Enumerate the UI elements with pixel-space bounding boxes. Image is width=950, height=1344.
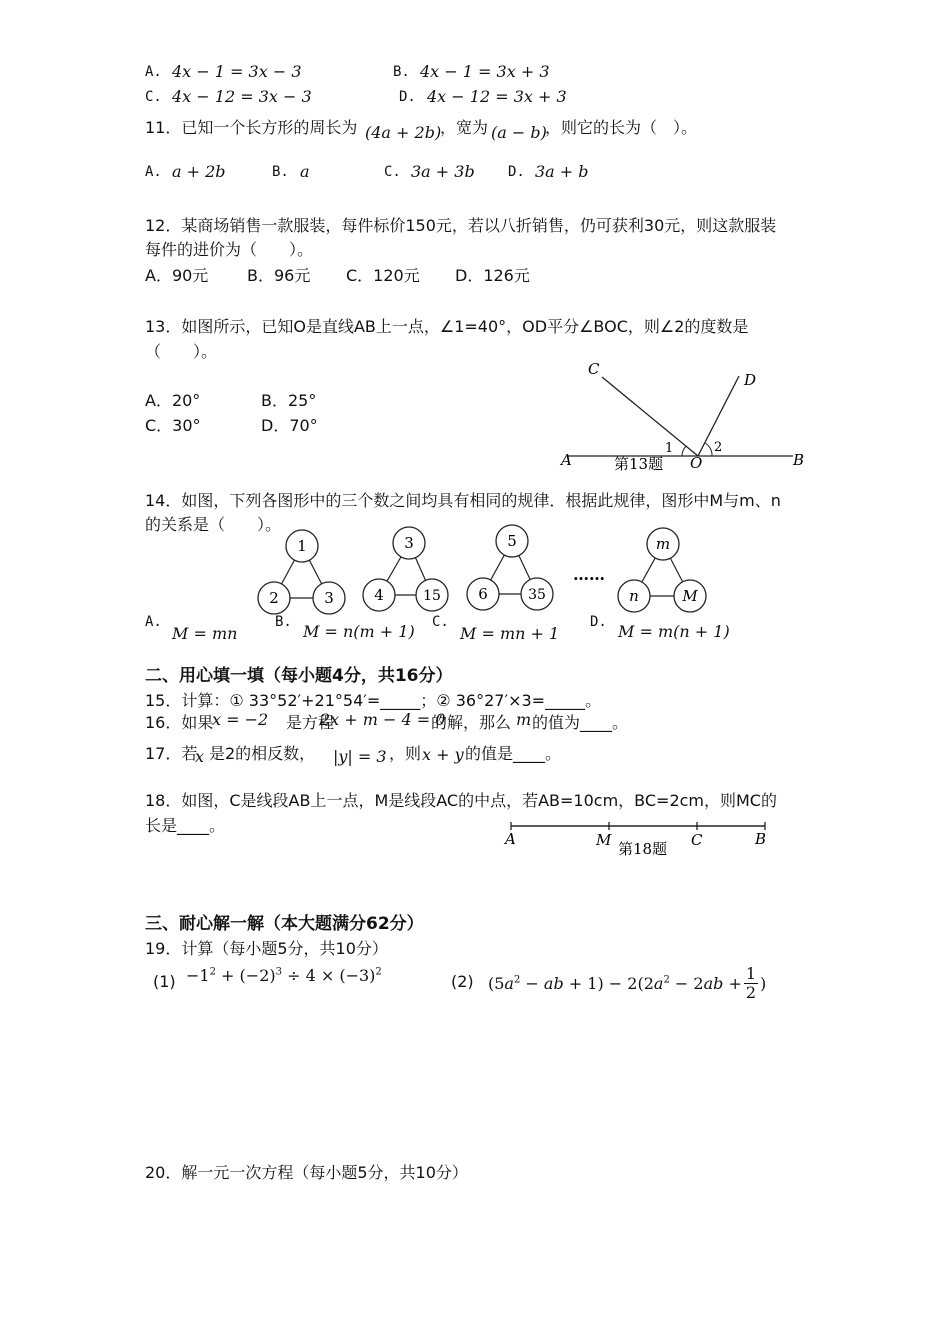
q14-option-d: M = m(n + 1) xyxy=(618,622,730,641)
q17-question-p3: ，则 xyxy=(389,744,422,763)
q13-question-line2: （ ）。 xyxy=(145,342,218,361)
ellipsis-dots: …… xyxy=(573,565,605,584)
q11-option-d: 3a + b xyxy=(535,162,589,181)
q16-math-x: x = −2 xyxy=(212,710,269,729)
q10-option-a: 4x − 1 = 3x − 3 xyxy=(172,62,302,81)
q11-option-a-label: A. xyxy=(145,164,162,180)
triangle-2-top: 3 xyxy=(404,534,414,552)
q12-option-d: D．126元 xyxy=(455,266,530,285)
q13-angle-figure xyxy=(555,355,815,475)
point-o-label: O xyxy=(690,454,703,472)
q18-segment-figure xyxy=(500,815,780,863)
triangle-1-top: 1 xyxy=(297,537,307,555)
q18-question-line2: 长是____。 xyxy=(145,816,226,835)
triangle-3-right: 35 xyxy=(528,587,546,603)
q16-question-p2: 是方程 xyxy=(286,713,335,732)
angle-1-label: 1 xyxy=(665,441,674,456)
angle-2-label: 2 xyxy=(714,440,723,455)
triangle-figure-1 xyxy=(258,530,345,614)
point-a-label: A xyxy=(561,451,572,469)
q19-part2-expression: ($5a^2$ − ab + $1) - 2(2a^2 - 2ab$ + $\frac{1}{2}$ ) xyxy=(488,963,767,1002)
q13-option-d: D．70° xyxy=(261,416,318,435)
section-2-title: 二、用心填一填（每小题4分，共16分） xyxy=(145,666,453,686)
q16-question-p3: 的解，那么 xyxy=(431,713,512,732)
q16-math-m: m xyxy=(516,710,532,729)
section-3-title: 三、耐心解一解（本大题满分62分） xyxy=(145,914,424,934)
q17-math-sum: x + y xyxy=(422,745,464,764)
q12-option-c: C．120元 xyxy=(346,266,420,285)
triangle-figure-2 xyxy=(363,527,448,611)
point-m-label: M xyxy=(596,831,612,849)
point-b-label: B xyxy=(755,830,767,848)
angle-2-arc xyxy=(705,443,712,456)
q12-question-line1: 12．某商场销售一款服装，每件标价150元，若以八折销售，仍可获利30元，则这款服装 xyxy=(145,216,777,235)
q14-option-d-label: D. xyxy=(590,614,607,630)
q14-question-line1: 14．如图，下列各图形中的三个数之间均具有相同的规律．根据此规律，图形中M与m、n xyxy=(145,491,781,510)
q11-question-p3: ，则它的长为（ ）。 xyxy=(545,118,698,137)
point-b-label: B xyxy=(793,451,805,469)
q11-option-d-label: D. xyxy=(508,164,525,180)
q11-option-a: a + 2b xyxy=(172,162,226,181)
q14-question-line2: 的关系是（ ）。 xyxy=(145,515,282,534)
point-d-label: D xyxy=(744,371,757,389)
q13-option-b: B．25° xyxy=(261,391,317,410)
q13-option-a: A．20° xyxy=(145,391,201,410)
q17-abs-y: |y| = 3 xyxy=(333,747,387,766)
q10-option-b: 4x − 1 = 3x + 3 xyxy=(420,62,550,81)
triangle-figure-4 xyxy=(618,528,706,612)
point-a-label: A xyxy=(505,830,516,848)
q10-option-d-label: D. xyxy=(399,89,416,105)
q12-question-line2: 每件的进价为（ ）。 xyxy=(145,240,314,259)
triangle-1-left: 2 xyxy=(269,589,279,607)
q16-question-p4: 的值为____。 xyxy=(532,713,629,732)
q14-option-a-label: A. xyxy=(145,614,162,630)
q10-option-c-label: C. xyxy=(145,89,162,105)
q11-option-b-label: B. xyxy=(272,164,289,180)
q14-option-c-label: C. xyxy=(432,614,449,630)
q12-option-b: B．96元 xyxy=(247,266,311,285)
q16-equation: 2x + m − 4 = 0 xyxy=(320,710,446,729)
q11-width: (a − b) xyxy=(491,123,547,142)
q14-option-c: M = mn + 1 xyxy=(460,624,560,643)
triangle-4-right: M xyxy=(682,587,698,605)
angle-1-arc xyxy=(682,446,686,456)
triangle-1-right: 3 xyxy=(324,589,334,607)
q14-option-b-label: B. xyxy=(275,614,292,630)
q13-option-c: C．30° xyxy=(145,416,201,435)
q11-option-c: 3a + 3b xyxy=(411,162,475,181)
q12-option-a: A．90元 xyxy=(145,266,209,285)
q14-option-b: M = n(m + 1) xyxy=(303,622,415,641)
q17-question-p1: 17．若 xyxy=(145,744,198,763)
point-c-label: C xyxy=(588,360,600,378)
q16-question-p1: 16．如果 xyxy=(145,713,214,732)
q19-heading: 19．计算（每小题5分，共10分） xyxy=(145,939,388,958)
triangle-figure-3 xyxy=(467,525,553,610)
triangle-3-top: 5 xyxy=(507,532,517,550)
q19-part2-label: (2) xyxy=(451,972,474,991)
q20-heading: 20．解一元一次方程（每小题5分，共10分） xyxy=(145,1163,468,1182)
triangle-2-right: 15 xyxy=(423,588,441,604)
q17-question-p2: 是2的相反数， xyxy=(209,744,316,763)
q18-question-line1: 18．如图，C是线段AB上一点，M是线段AC的中点，若AB=10cm，BC=2cm，则MC的 xyxy=(145,791,777,810)
q14-option-a: M = mn xyxy=(172,624,238,643)
q13-question-line1: 13．如图所示，已知O是直线AB上一点，∠1=40°，OD平分∠BOC，则∠2的度数是 xyxy=(145,317,749,336)
q19-part1-expression: $-1^2 + (-2)^3 \div 4 \times (-3)^2$ xyxy=(186,966,382,985)
q15-question: 15．计算：① 33°52′+21°54′=_____；② 36°27′×3=_____。 xyxy=(145,691,602,710)
q17-question-p4: 的值是____。 xyxy=(465,744,562,763)
q10-option-b-label: B. xyxy=(393,64,410,80)
q19-part1-label: (1) xyxy=(153,972,176,991)
q11-option-b: a xyxy=(300,162,310,181)
q13-figure-caption: 第13题 xyxy=(614,455,664,473)
triangle-4-left: n xyxy=(629,587,639,605)
q10-option-a-label: A. xyxy=(145,64,162,80)
q11-question-p1: 11．已知一个长方形的周长为 xyxy=(145,118,358,137)
q10-option-c: 4x − 12 = 3x − 3 xyxy=(172,87,312,106)
q11-option-c-label: C. xyxy=(384,164,401,180)
q17-math-x: x xyxy=(195,747,205,766)
ray-oc xyxy=(602,377,698,456)
triangle-2-left: 4 xyxy=(374,586,384,604)
point-c-label: C xyxy=(691,831,703,849)
triangle-3-left: 6 xyxy=(478,585,488,603)
q14-triangle-figures xyxy=(245,522,720,622)
q18-figure-caption: 第18题 xyxy=(618,840,668,858)
triangle-4-top: m xyxy=(655,535,671,553)
q10-option-d: 4x − 12 = 3x + 3 xyxy=(427,87,567,106)
q11-perimeter: (4a + 2b) xyxy=(365,123,442,142)
q11-question-p2: ，宽为 xyxy=(440,118,489,137)
